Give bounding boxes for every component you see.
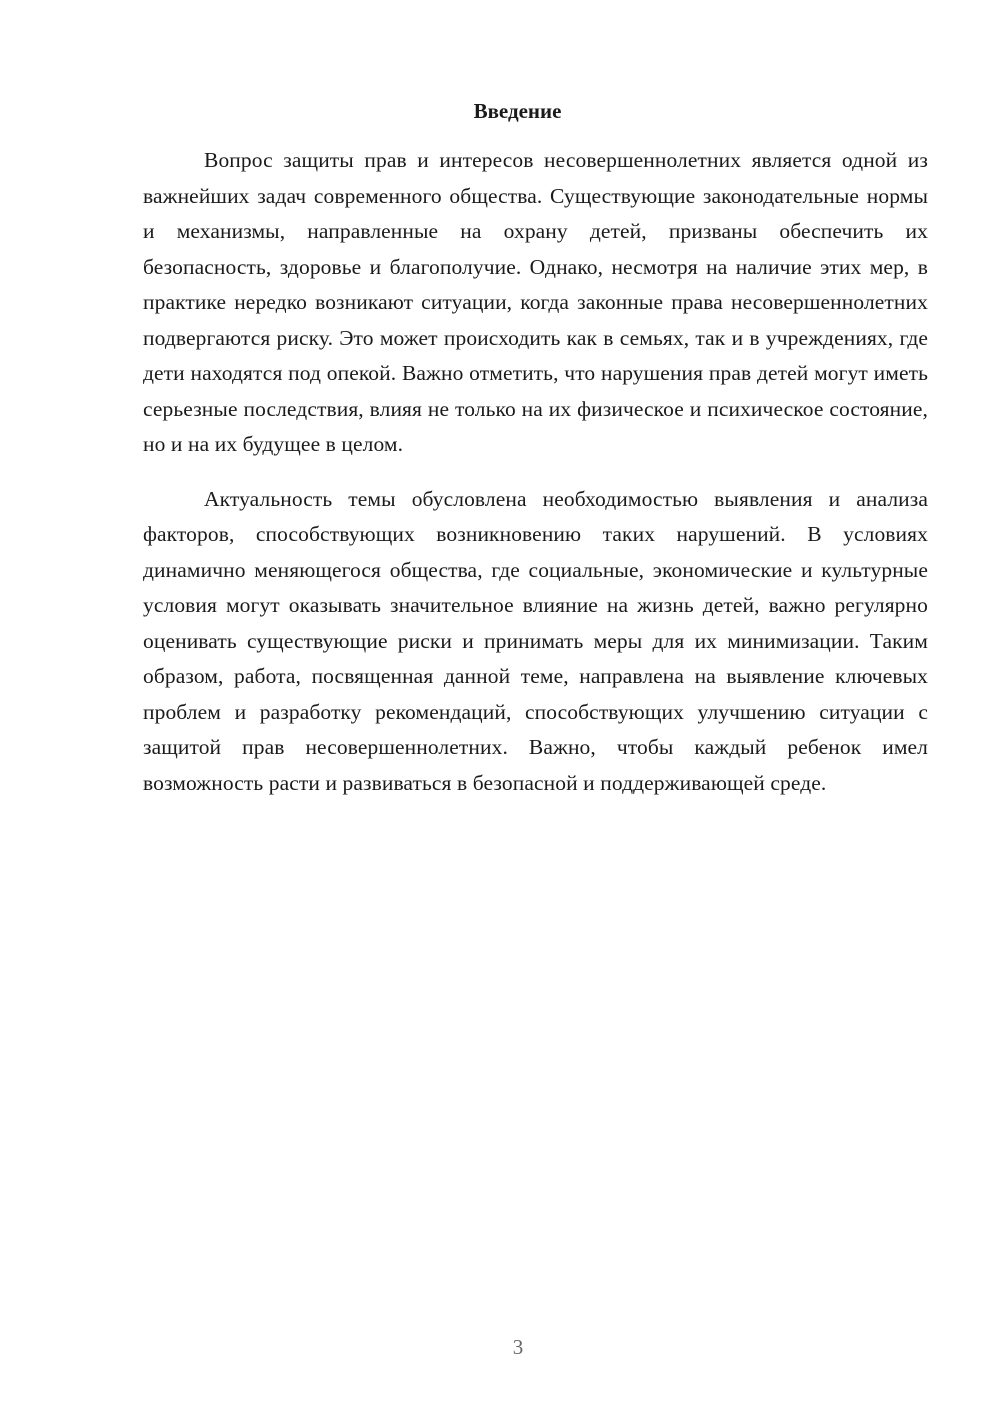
paragraph-relevance: Актуальность темы обусловлена необходимостью выявления и анализа факторов, способствующих возникновению таких нарушений. В условиях динамично меняющегося общества, где социальные, экономические и культурные условия могут оказывать значительное влияние на жизнь детей, важно регулярно оценивать существующие риски и принимать меры для их минимизации. Таким образом, работа, посвященная данной теме, направлена на выявление ключевых проблем и разработку рекомендаций, способствующих улучшению ситуации с защитой прав несовершеннолетних. Важно, чтобы каждый ребенок имел возможность расти и развиваться в безопасной и поддерживающей среде. — [143, 486, 928, 795]
section-heading: Введение — [473, 99, 562, 123]
body-text — [143, 143, 928, 801]
paragraph-intro: Вопрос защиты прав и интересов несовершеннолетних является одной из важнейших задач современного общества. Существующие законодательные нормы и механизмы, направленные на охрану детей, призваны обеспечить их безопасность, здоровье и благополучие. Однако, несмотря на наличие этих мер, в практике нередко возникают ситуации, когда законные права несовершеннолетних подвергаются риску. Это может происходить как в семьях, так и в учреждениях, где дети находятся под опекой. Важно отметить, что нарушения прав детей могут иметь серьезные последствия, влияя не только на их физическое и психическое состояние, но и на их будущее в целом. — [143, 148, 928, 456]
page-number: 3 — [512, 1335, 524, 1359]
